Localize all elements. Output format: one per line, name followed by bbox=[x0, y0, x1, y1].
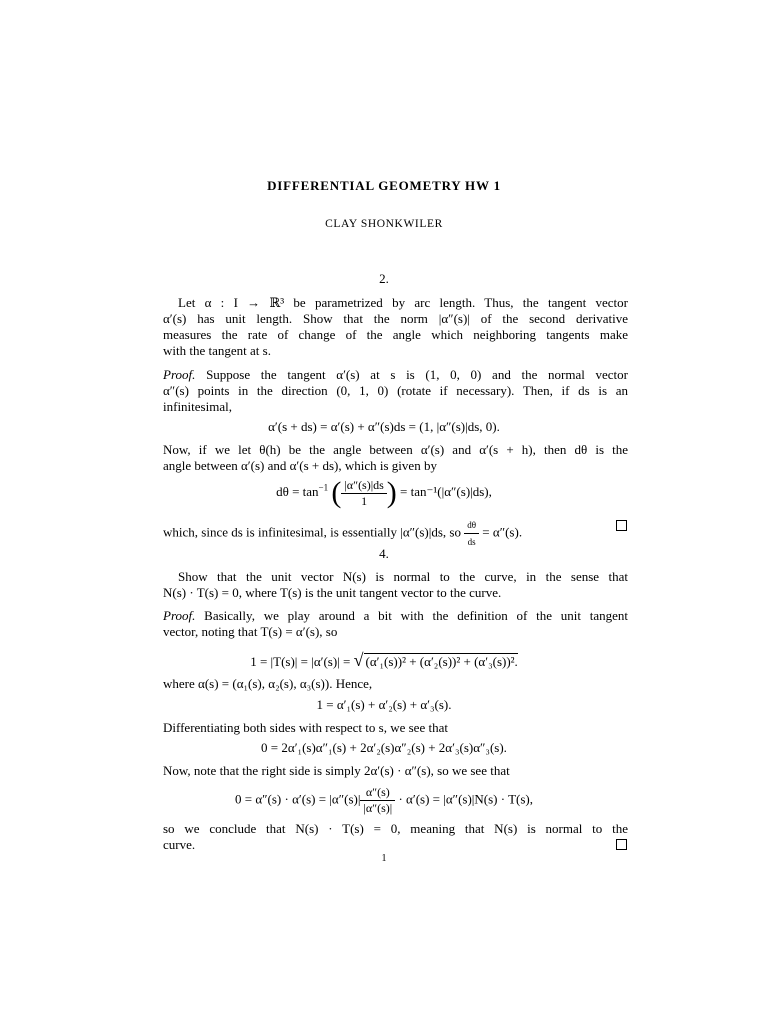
text-line: where α(s) = (α₁(s), α₂(s), α₃(s)). Hence, bbox=[163, 676, 373, 691]
fraction-denominator: 1 bbox=[361, 493, 368, 508]
where-line bbox=[163, 676, 628, 692]
fraction-denominator: |α″(s)| bbox=[363, 801, 393, 815]
text-line: Now, note that the right side is simply 2α′(s) · α″(s), so we see that bbox=[163, 763, 510, 778]
sqrt-content: (α′₁(s))² + (α′₂(s))² + (α′₃(s))². bbox=[365, 654, 518, 669]
proof-label: Proof. bbox=[163, 608, 196, 623]
proof-line: infinitesimal, bbox=[163, 399, 232, 414]
differentiating-line bbox=[163, 720, 628, 736]
statement-line: with the tangent at s. bbox=[163, 343, 271, 358]
equation-dtheta: $d\theta = \tan^{-1}$ ( $\frac{|\alpha''(s)|ds}{1}$ ) = tan⁻¹(|α″(s)|ds), bbox=[276, 476, 492, 509]
problem-4-statement bbox=[163, 569, 628, 601]
eq-left: 0 = α″(s) · α′(s) = |α″(s)| bbox=[234, 791, 361, 807]
fraction bbox=[360, 785, 395, 816]
fraction-numerator: |α″(s)|ds bbox=[341, 478, 386, 494]
text-line: Differentiating both sides with respect to s, we see that bbox=[163, 720, 448, 735]
statement-line: Show that the unit vector N(s) is normal to the curve, in the sense that bbox=[178, 569, 628, 584]
problem-4-conclusion bbox=[163, 821, 628, 853]
proof-line: Now, if we let θ(h) be the angle between α′(s) and α′(s + h), then dθ is the bbox=[163, 442, 628, 457]
document-title: DIFFERENTIAL GEOMETRY HW 1 bbox=[267, 178, 501, 193]
proof-line: α″(s) points in the direction (0, 1, 0) (rotate if necessary). Then, if ds is an bbox=[163, 383, 628, 398]
problem-2-angle-text bbox=[163, 442, 628, 474]
note-line bbox=[163, 763, 628, 779]
proof-line: Suppose the tangent α′(s) at s is (1, 0, 0) and the normal vector bbox=[206, 367, 628, 382]
author-name: CLAY SHONKWILER bbox=[325, 218, 443, 230]
fraction bbox=[341, 478, 386, 509]
proof-line: vector, noting that T(s) = α′(s), so bbox=[163, 624, 338, 639]
equation-differentiated: 0 = 2α′₁(s)α″₁(s) + 2α′₂(s)α″₂(s) + 2α′₃(s)α″₃(s). bbox=[261, 740, 507, 755]
proof-label: Proof. bbox=[163, 367, 196, 382]
fraction-numerator: α″(s) bbox=[360, 785, 395, 801]
page-number: 1 bbox=[381, 853, 387, 864]
eq-right: = tan⁻¹(|α″(s)|ds), bbox=[400, 483, 492, 499]
proof-line: curve. bbox=[163, 837, 196, 852]
proof-line: Basically, we play around a bit with the definition of the unit tangent bbox=[204, 608, 628, 623]
conclusion-end: = α″(s). bbox=[482, 524, 523, 540]
statement-line: α′(s) has unit length. Show that the norm |α″(s)| of the second derivative bbox=[163, 311, 628, 326]
problem-4-proof bbox=[163, 608, 628, 640]
eq-left: 1 = |T(s)| = |α′(s)| = bbox=[250, 654, 351, 669]
equation-unit-length: 1 = |T(s)| = |α′(s)| = √ (α′₁(s))² + (α′₂(s))² + (α′₃(s))². bbox=[250, 650, 518, 670]
statement-line: N(s) · T(s) = 0, where T(s) is the unit tangent vector to the curve. bbox=[163, 585, 502, 600]
problem-4-number: 4. bbox=[379, 546, 389, 561]
proof-line: angle between α′(s) and α′(s + ds), which is given by bbox=[163, 458, 437, 473]
problem-2-number: 2. bbox=[379, 271, 389, 286]
qed-box-icon bbox=[616, 520, 627, 531]
eq-right: · α′(s) = |α″(s)|N(s) · T(s), bbox=[398, 791, 534, 807]
problem-2-proof bbox=[163, 367, 628, 415]
problem-2-statement bbox=[163, 295, 628, 359]
eq-left: dθ = tan bbox=[276, 483, 319, 499]
proof-line: so we conclude that N(s) · T(s) = 0, meaning that N(s) is normal to the bbox=[163, 821, 628, 836]
statement-line: measures the rate of change of the angle which neighboring tangents make bbox=[163, 327, 628, 342]
equation-normal bbox=[0, 785, 768, 816]
conclusion-text: which, since ds is infinitesimal, is essentially |α″(s)|ds, so bbox=[163, 524, 461, 540]
fraction-denominator: ds bbox=[467, 537, 476, 547]
statement-line: Let α : I → ℝ³ be parametrized by arc length. Thus, the tangent vector bbox=[178, 295, 628, 310]
equation-tangent-expansion: α′(s + ds) = α′(s) + α″(s)ds = (1, |α″(s)|ds, 0). bbox=[268, 419, 500, 434]
qed-box-icon bbox=[616, 839, 627, 850]
fraction-numerator: dθ bbox=[464, 517, 479, 534]
equation-sum-derivatives: 1 = α′₁(s) + α′₂(s) + α′₃(s). bbox=[316, 697, 452, 712]
eq-sup: −1 bbox=[318, 482, 329, 493]
